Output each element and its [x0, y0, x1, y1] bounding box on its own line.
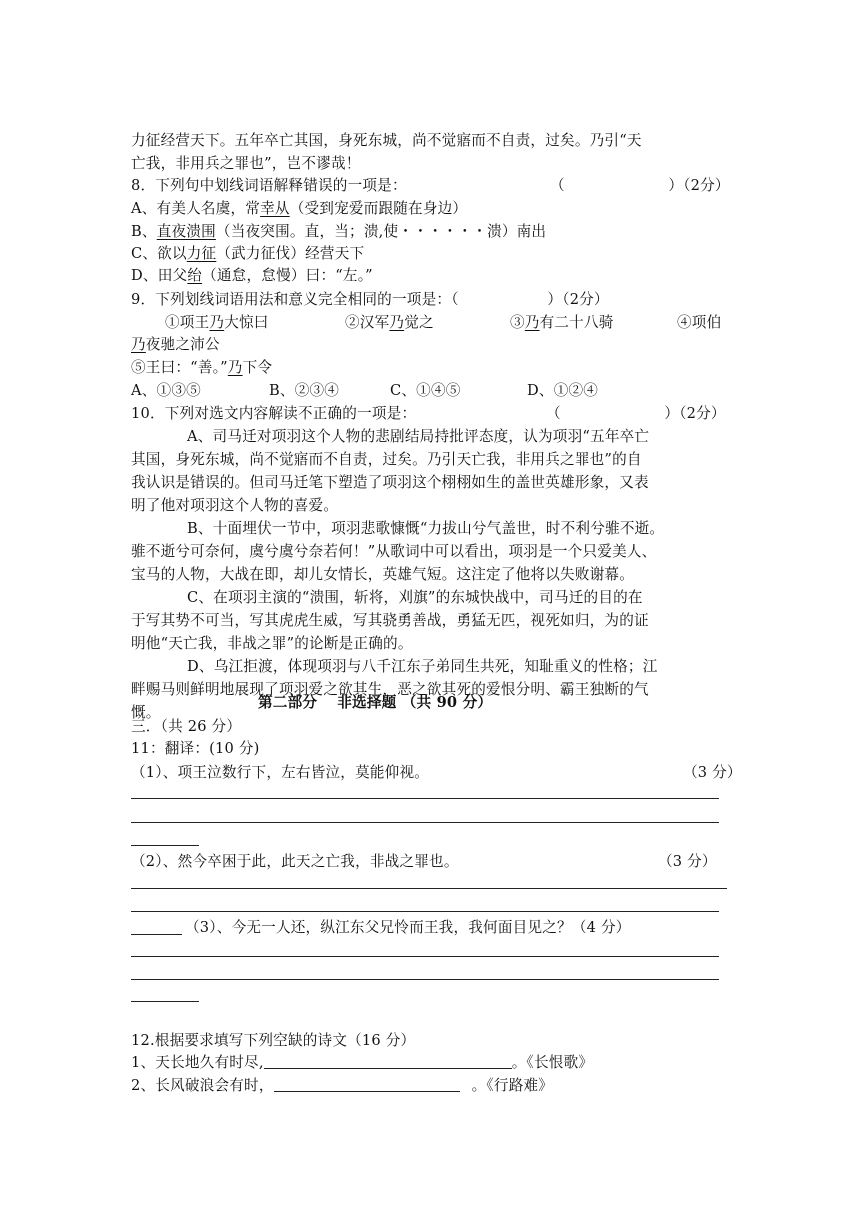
q10-d-line-2: 畔赐马则鲜明地展现了项羽爱之欲其生，恶之欲其死的爱恨分明、霸王独断的气 — [131, 681, 649, 698]
q9-opt-2 — [345, 312, 434, 334]
q8-c-post: （武力征伐）经营天下 — [216, 245, 365, 262]
q9-opt-4-cont — [131, 334, 220, 356]
q8-option-a — [131, 198, 467, 220]
q8-option-d — [131, 265, 373, 287]
q10-b-line-1: B、十面埋伏一节中，项羽悲歌慷慨“力拔山兮气盖世，时不利兮骓不逝。 — [187, 520, 665, 537]
q8-d-pre: D、田父 — [131, 267, 188, 284]
answer-line-short — [131, 845, 199, 846]
q10-d-line-1: D、乌江拒渡，体现项羽与八千江东子弟同生共死，知耻重义的性格；江 — [187, 658, 658, 675]
q9-o2-post: 觉之 — [404, 314, 434, 331]
q8-a-underlined: 幸从 — [260, 200, 290, 217]
answer-line — [131, 979, 719, 980]
q8-option-b — [131, 221, 546, 243]
q8-d-underlined: 绐 — [187, 267, 203, 284]
q9-stem: 9．下列划线词语用法和意义完全相同的一项是：（ ）（2分） — [131, 291, 609, 308]
poem-blank-2[interactable] — [274, 1077, 460, 1092]
q8-b-pre: B、 — [131, 223, 157, 240]
poem-blank-1[interactable] — [264, 1054, 512, 1069]
q9-o1-underlined: 乃 — [209, 314, 225, 331]
q11-sentence-3: （3）、今无一人还，纵江东父兄怜而王我，我何面目见之？（4 分） — [185, 919, 631, 936]
q9-o5-post: 下令 — [242, 359, 273, 376]
q10-b-line-2: 骓不逝兮可奈何，虞兮虞兮奈若何！”从歌词中可以看出，项羽是一个只爱美人、 — [131, 543, 657, 560]
q11-sentence-1-score: （3 分） — [683, 764, 742, 781]
q8-stem-text: 8．下列句中划线词语解释错误的一项是： — [131, 177, 407, 194]
q9-o1-post: 大惊曰 — [224, 314, 269, 331]
q10-a-line-1: A、司马迁对项羽这个人物的悲剧结局持批评态度，认为项羽“五年卒亡 — [187, 428, 650, 445]
q11-stem: 11：翻译：(10 分) — [131, 740, 260, 757]
q8-b-underlined: 直夜溃围 — [156, 223, 216, 240]
answer-line — [131, 888, 727, 889]
q8-option-c — [131, 243, 364, 265]
q9-o2-pre: ②汉军 — [345, 314, 390, 331]
q9-choice-a: A、①③⑤ — [131, 382, 201, 399]
q8-c-underlined: 力征 — [186, 245, 217, 262]
answer-line — [131, 798, 719, 799]
q9-o1-pre: ①项王 — [165, 314, 210, 331]
answer-line-short — [131, 934, 182, 935]
q10-c-line-1: C、在项羽主演的“溃围，斩将，刈旗”的东城快战中，司马迁的目的在 — [187, 589, 643, 606]
q10-a-line-4: 明了他对项羽这个人物的喜爱。 — [131, 497, 339, 514]
q9-opt-5 — [131, 357, 272, 379]
q8-d-post: （通怠，怠慢）曰：“左。” — [202, 267, 373, 284]
q9-o3-underlined: 乃 — [524, 314, 540, 331]
answer-line — [131, 911, 719, 912]
answer-line-short — [131, 1001, 199, 1002]
q10-a-line-2: 其国，身死东城，尚不觉寤而不自责，过矣。乃引天亡我，非用兵之罪也”的自 — [131, 451, 642, 468]
q9-o2-underlined: 乃 — [389, 314, 405, 331]
q8-stem — [131, 175, 407, 197]
q9-o3-pre: ③ — [510, 314, 525, 331]
q11-sentence-2: （2）、然今卒困于此，此天之亡我，非战之罪也。 — [131, 853, 459, 870]
part2-title: 第二部分 非选择题 （共 90 分） — [258, 694, 493, 711]
q8-answer-paren: （ ）（2分） — [550, 177, 730, 194]
q9-o5-underlined: 乃 — [227, 359, 243, 376]
q9-choice-d: D、①②④ — [527, 382, 599, 399]
q10-c-line-3: 明他“天亡我，非战之罪”的论断是正确的。 — [131, 635, 413, 652]
q9-o4-underlined: 乃 — [131, 336, 146, 353]
q8-c-pre: C、欲以 — [131, 245, 187, 262]
q12-line-2 — [131, 1075, 553, 1097]
q11-sentence-2-score: （3 分） — [658, 853, 717, 870]
q10-b-line-3: 宝马的人物，大战在即，却儿女情长，英雄气短。这注定了他将以失败谢幕。 — [131, 566, 634, 583]
q8-a-post: （受到宠爱而跟随在身边） — [289, 200, 468, 217]
q10-stem: 10．下列对选文内容解读不正确的一项是： — [131, 405, 417, 422]
answer-line — [131, 822, 719, 823]
q9-o3-post: 有二十八骑 — [539, 314, 614, 331]
q10-a-line-3: 我认识是错误的。但司马迁笔下塑造了项羽这个栩栩如生的盖世英雄形象，又表 — [131, 474, 649, 491]
q9-choice-b: B、②③④ — [269, 382, 340, 399]
q12-line-1 — [131, 1052, 593, 1074]
q12-line-2-source: 。《行路难》 — [471, 1077, 554, 1094]
answer-line — [131, 956, 719, 957]
section-3-label: 三．（共 26 分） — [131, 718, 242, 735]
q12-line-1-text: 1、天长地久有时尽, — [131, 1054, 264, 1071]
q9-opt-3 — [510, 312, 614, 334]
q9-opt-1 — [165, 312, 269, 334]
q12-stem: 12.根据要求填写下列空缺的诗文（16 分） — [131, 1032, 416, 1049]
q8-b-post: （当夜突围。直，当；溃,使・・・・・・溃）南出 — [215, 223, 547, 240]
q9-opt-4: ④项伯 — [677, 314, 722, 331]
q8-a-pre: A、有美人名虞，常 — [131, 200, 261, 217]
q10-d-line-3: 慨。 — [131, 704, 161, 721]
intro-line-1: 力征经营天下。五年卒亡其国，身死东城，尚不觉寤而不自责，过矣。乃引“天 — [131, 132, 642, 149]
q9-o4-post: 夜驰之沛公 — [145, 336, 220, 353]
q12-line-2-text: 2、长风破浪会有时， — [131, 1077, 274, 1094]
q11-sentence-1: （1）、项王泣数行下，左右皆泣，莫能仰视。 — [131, 764, 430, 781]
q10-c-line-2: 于写其势不可当，写其虎虎生威，写其骁勇善战，勇猛无匹，视死如归，为的证 — [131, 612, 649, 629]
q9-choice-c: C、①④⑤ — [390, 382, 461, 399]
q12-line-1-source: 。《长恨歌》 — [511, 1054, 594, 1071]
intro-line-2: 亡我，非用兵之罪也”，岂不谬哉！ — [131, 155, 361, 172]
q10-answer-paren: （ ）（2分） — [546, 405, 726, 422]
q9-o5-pre: ⑤王曰：“善。” — [131, 359, 228, 376]
